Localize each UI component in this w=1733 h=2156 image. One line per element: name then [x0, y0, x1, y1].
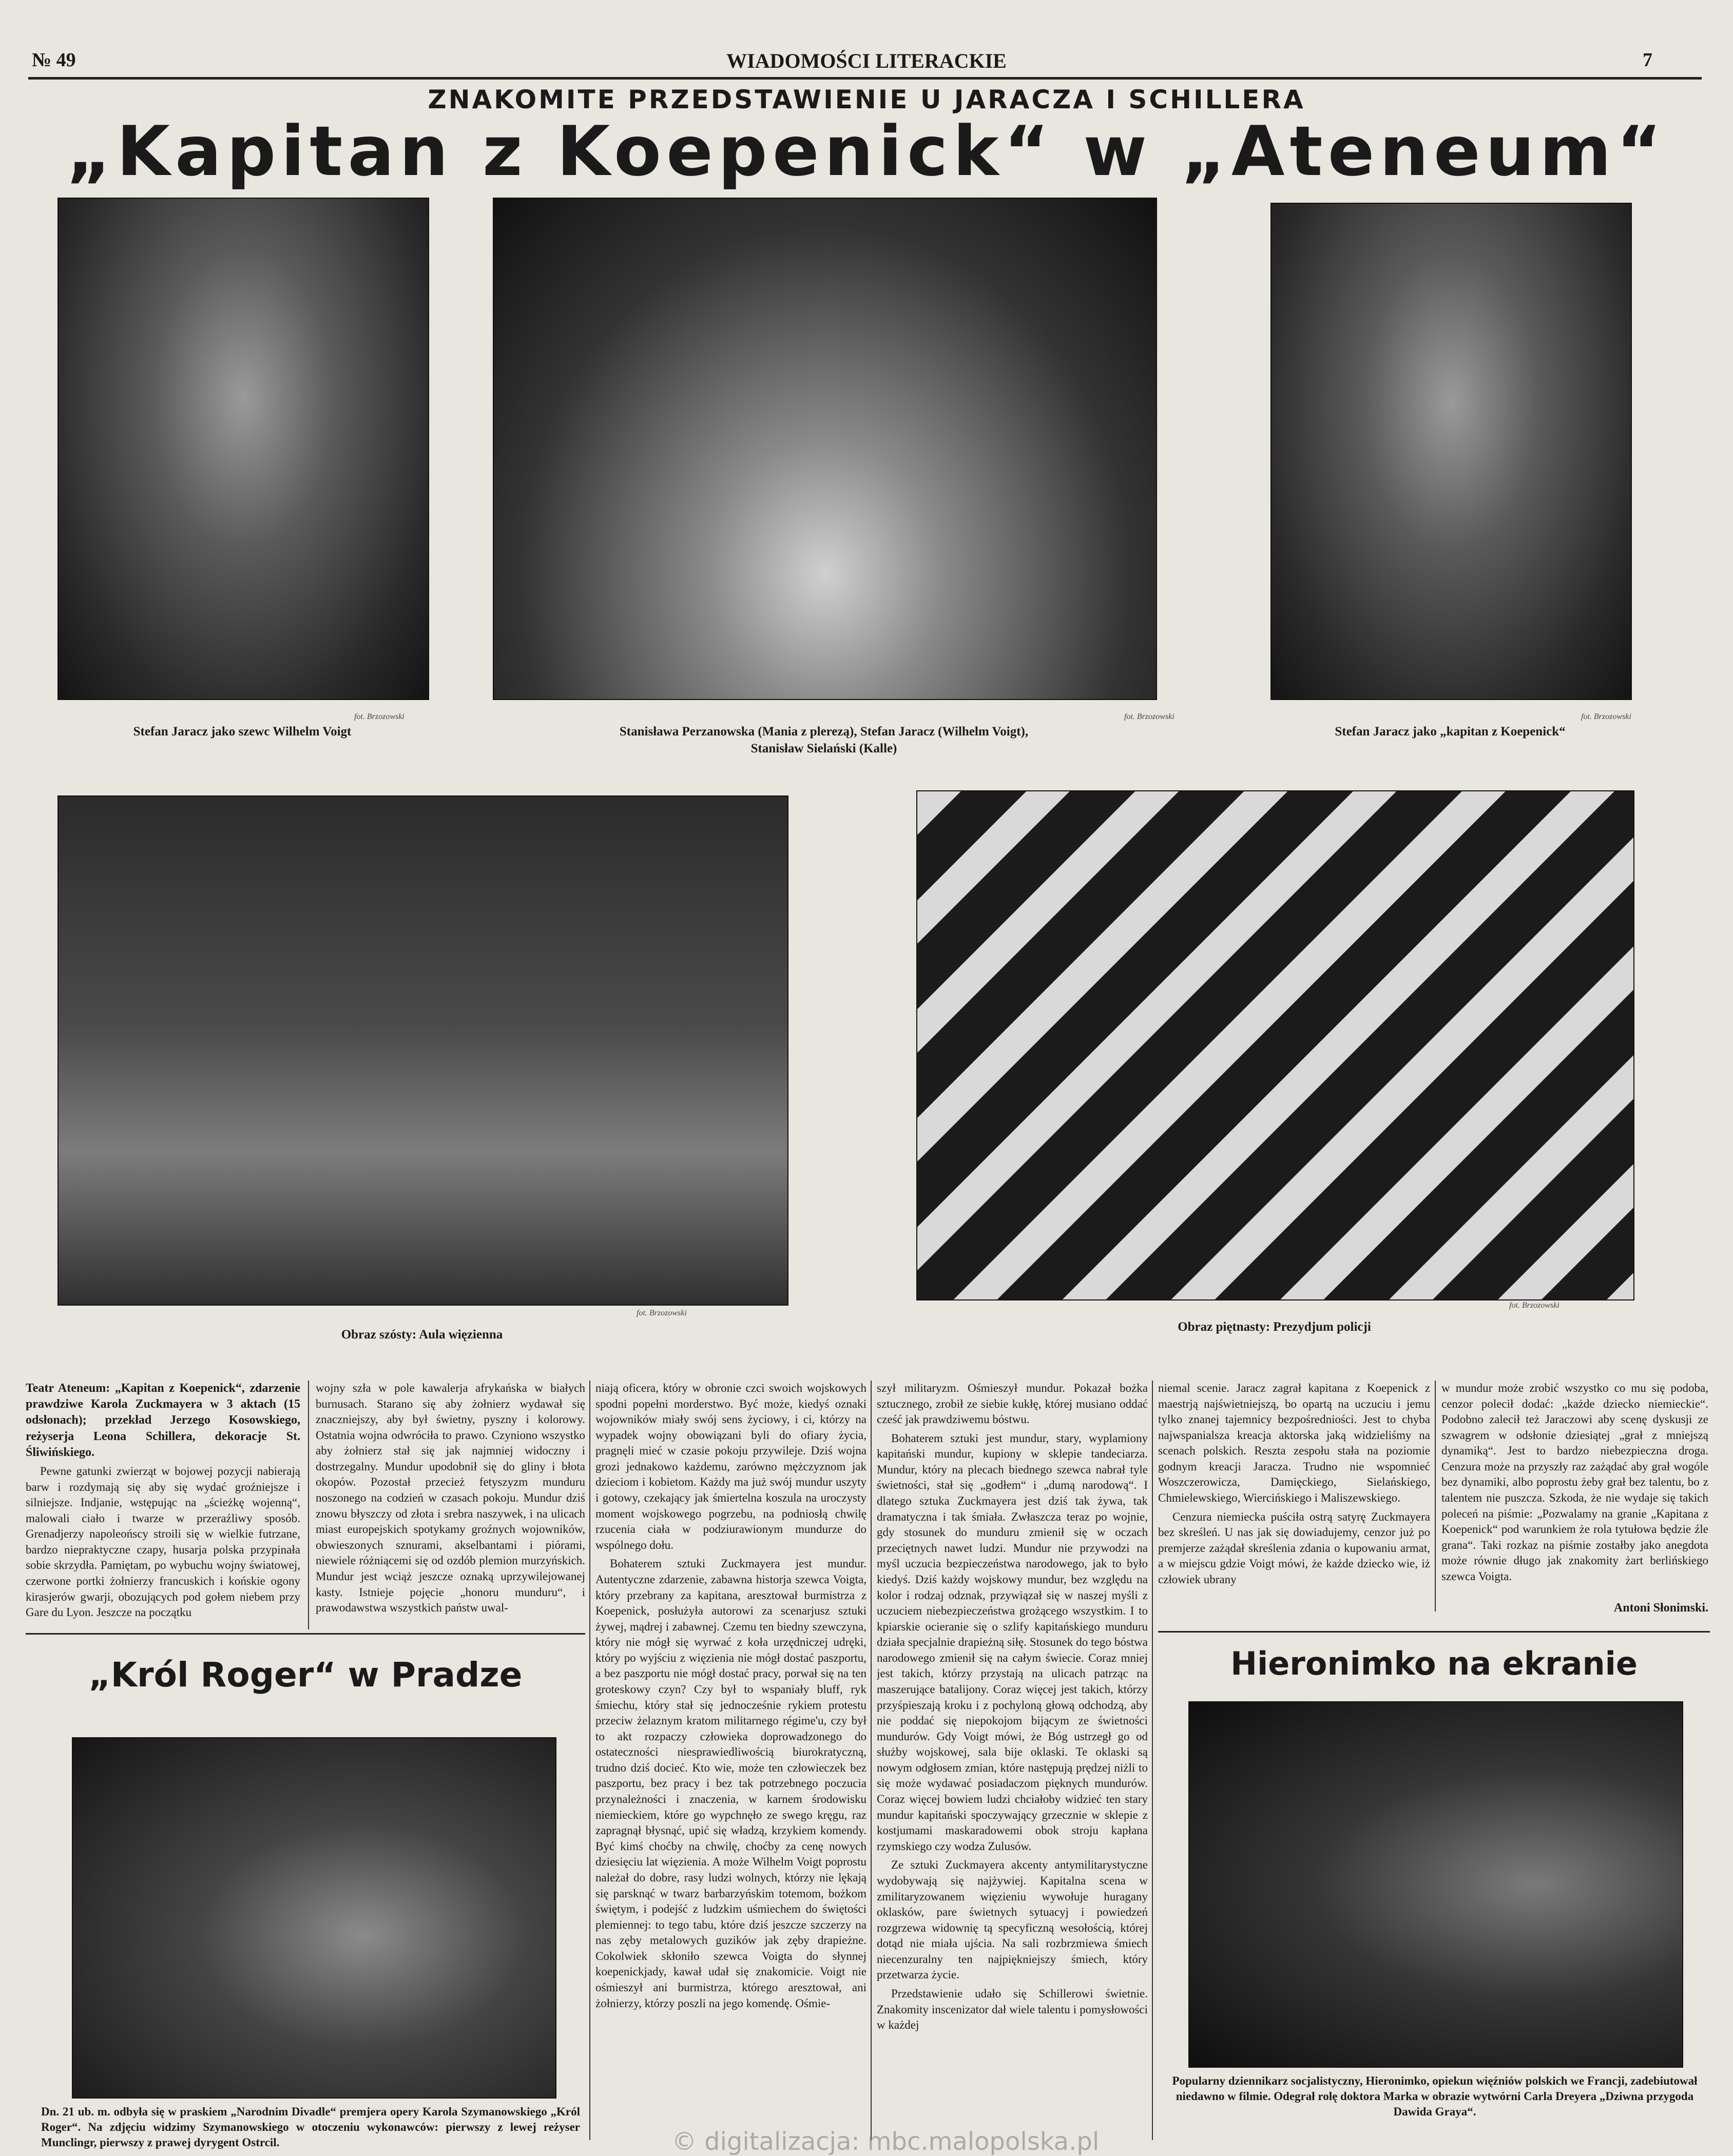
headline: „Kapitan z Koepenick“ w „Ateneum“ — [66, 111, 1667, 191]
caption-4: Obraz szósty: Aula więzienna — [341, 1328, 503, 1342]
digitization-watermark: © digitalizacja: mbc.malopolska.pl — [671, 2127, 1100, 2156]
article-paragraph: niemal scenie. Jaracz zagrał kapitana z Koepenick z maestrją najświetniejszą, bo opartą na uczuciu i jemu tylko znanej tajemnicy bezpośredniości. Jest to chyba najwspanialsza kreacja aktorska jaką widzieliśmy na scenach polskich. Reszta zespołu stała na poziomie godnym kreacji Jaracza. Trudno nie wspomnieć Woszczerowicza, Damięckiego, Sielańskiego, Chmielewskiego, Wiercińskiego i Maliszewskiego. — [1158, 1382, 1430, 1505]
credit-3: fot. Brzozowski — [1581, 712, 1631, 721]
photo-trio-cafe — [493, 198, 1157, 700]
masthead: WIADOMOŚCI LITERACKIE — [726, 49, 1007, 72]
credit-2: fot. Brzozowski — [1124, 712, 1174, 721]
column-divider — [1435, 1381, 1436, 1611]
credit-1: fot. Brzozowski — [354, 712, 405, 721]
article-column-2 — [316, 1381, 585, 1629]
article-column-3 — [595, 1381, 866, 2140]
photo-krol-roger — [72, 1737, 556, 2099]
article-column-4 — [877, 1381, 1148, 2140]
column-divider — [308, 1381, 309, 1629]
article-paragraph: Ze sztuki Zuckmayera akcenty antymilitarystyczne wydobywają się najżywiej. Kapitalna scena w zmilitaryzowanem więzieniu wywołuje huragany oklasków, pare świetnych sytuacyj i powiedzeń rozgrzewa widownię tą specyficzną wesołością, której dotąd nie miała ujścia. Na sali rozbrzmiewa śmiech niecenzuralny ten najpiękniejszy śmiech, który przetwarza życie. — [877, 1858, 1148, 1982]
article-paragraph: Przedstawienie udało się Schillerowi świetnie. Znakomity inscenizator dał wiele talentu i pomysłowości w każdej — [877, 1987, 1148, 2032]
article-column-6 — [1441, 1381, 1708, 1596]
column-divider — [871, 1381, 872, 2140]
caption-3: Stefan Jaracz jako „kapitan z Koepenick“ — [1335, 725, 1566, 739]
article-paragraph: wojny szła w pole kawalerja afrykańska w białych burnusach. Starano się aby żołnierz wydawał się znaczniejszy, aby był świetny, pyszny i kolorowy. Ostatnia wojna odwróciła to prawo. Czyniono wszystko aby żołnierz stał się jak najmniej widoczny i dostrzegalny. Mundur upodobnił się do gliny i błota okopów. Pozostał przecież fetyszyzm munduru noszonego na codzień w czasach pokoju. Mundur dziś znowu błyszczy od złota i srebra naszywek, i na ulicach miast europejskich spotykamy groźnych wojowników, obwieszonych sznurami, akselbantami i piórami, niewiele różniącemi się od ozdób plemion murzyńskich. Mundur jest wciąż jeszcze oznaką uprzywilejowanej kasty. Istnieje pojęcie „honoru munduru“, i prawodawstwa wszystkich państw uwal- — [316, 1382, 585, 1615]
article-column-5 — [1158, 1381, 1430, 1629]
krol-roger-caption: Dn. 21 ub. m. odbyła się w praskiem „Narodnim Divadle“ premjera opery Karola Szymanowskiego „Król Roger“. Na zdjęciu widzimy Szymanowskiego w otoczeniu wykonawców: pierwszy z lewej reżyser Munclingr, pierwszy z prawej dyrygent Ostrcil. — [41, 2105, 580, 2149]
caption-1: Stefan Jaracz jako szewc Wilhelm Voigt — [133, 725, 352, 739]
caption-2b: Stanisław Sielański (Kalle) — [750, 742, 897, 755]
issue-number: № 49 — [32, 49, 76, 71]
column-divider — [1152, 1381, 1153, 2140]
photo-jaracz-kapitan — [1270, 203, 1632, 700]
photo-aula-wiezienna — [57, 795, 788, 1306]
kicker: ZNAKOMITE PRZEDSTAWIENIE U JARACZA I SCHILLERA — [428, 85, 1305, 114]
article-paragraph: Bohaterem sztuki Zuckmayera jest mundur. Autentyczne zdarzenie, zabawna historja szewca Voigta, który przebrany za kapitana, aresztował burmistrza z Koepenick, posłużyła autorowi za scenarjusz sztuki żywej, mądrej i zabawnej. Czemu ten biedny szewczyna, który nie mógł się wyrwać z koła urzędniczej udręki, który po wyjściu z więzienia nie mógł dostać paszportu, a bez paszportu nie mógł dostać pracy, porwał się na ten groteskowy czyn? Czy był to wspaniały bluff, ryk śmiechu, który stał się jednocześnie rykiem protestu przeciw żelaznym kratom militarnego régime'u, czy był to akt rozpaczy człowieka doprowadzonego do ostateczności niesprawiedliwością biurokratyczną, trudno dziś docieć. Kto wie, może ten człowieczek bez paszportu, bez pracy i bez tak potrzebnego poczucia przynależności i znaczenia, w karnem środowisku niemieckiem, które go wypchnęło ze swego kręgu, raz zapragnął błysnąć, upić się władzą, krzykiem komendy. Być kimś choćby na chwilę, choćby za cenę nowych dziesięciu lat więzienia. A może Wilhelm Voigt poprostu należał do dobre, rasy ludzi wolnych, którzy nie lękają się parsknąć w twarz barbarzyńskim totemom, bożkom świętym, i podejść z ludzkim uśmiechem do świętości plemiennej: to tego tabu, które dziś jeszcze szczerzy na nas zęby metalowych guzików jak zęby drapieżne. Cokolwiek skłoniło szewca Voigta do słynnej koepenickjady, kawał udał się znakomicie. Voigt nie ośmieszył ani burmistrza, którego aresztował, ani żołnierzy, którzy poszli na jego komendę. Ośmie- — [595, 1557, 866, 2010]
caption-2a: Stanisława Perzanowska (Mania z plerezą), Stefan Jaracz (Wilhelm Voigt), — [619, 725, 1029, 739]
photo-hieronimko — [1188, 1701, 1683, 2068]
article-paragraph: w mundur może zrobić wszystko co mu się podoba, cenzor polecił dodać: „każde dziecko niemieckie“. Podobno zalecił też Jaraczowi aby scenę dyskusji ze szwagrem w odsłonie dziesiątej „grał z mniejszą dynamiką“. Jest to bardzo niebezpieczna droga. Cenzura może na przyszły raz zażądać aby grał wogóle bez dynamiki, albo poprostu żeby grał bez talentu, bo z talentem nie puszcza. Szkoda, że nie wydaje się takich poleceń na piśmie: „Pozwalamy na granie „Kapitana z Koepenick“ pod warunkiem że rola tytułowa będzie źle grana“. Taki rozkaz na piśmie zostałby jako anegdota może równie długo jak znakomity żart berlińskiego szewca Voigta. — [1441, 1382, 1708, 1583]
header-rule — [28, 77, 1702, 80]
section-rule — [26, 1633, 585, 1635]
article-paragraph: Pewne gatunki zwierząt w bojowej pozycji nabierają barw i rozdymają się aby się wydać groźniejsze i silniejsze. Indjanie, wstępując na „ścieżkę wojenną“, malowali ciało i twarze w przeraźliwy sposób. Grenadjerzy napoleońscy stroili się w wielkie futrzane, bardzo niepraktyczne czapy, husarja polska przypinała sobie skrzydła. Pamiętam, po wybuchu wojny światowej, czerwone portki żołnierzy francuskich i końskie ogony kirasjerów gwarji, obozujących pod gołem niebem przy Gare du Lyon. Jeszcze na początku — [26, 1464, 300, 1619]
credit-4: fot. Brzozowski — [637, 1309, 687, 1317]
caption-5: Obraz piętnasty: Prezydjum policji — [1178, 1320, 1371, 1334]
article-paragraph: Bohaterem sztuki jest mundur, stary, wyplamiony kapitański mundur, kupiony w sklepie tandeciarza. Mundur, który na plecach biednego szewca nabrał tyle świetności, stał się „godłem“ i „dumą narodową“. I dlatego sztuka Zuckmayera jest dziś tak żywa, tak dramatyczna i tak śmiała. Zwłaszcza teraz po wojnie, gdy stosunek do munduru zmienił się w oczach przeciętnych nawet ludzi. Mundur nie przywodzi na myśl uczucia bezpieczeństwa narodowego, jak to było kiedyś. Dziś każdy wojskowy mundur, bez względu na kolor i rodzaj odznak, przywiązał się w naszej myśli z uczuciem niebezpieczeństwa grożącego wszystkim. I to kpiarskie ocieranie się o szlify kapitańskiego munduru działa specjalnie drapieżną siłę. Stosunek do tego bóstwa narodowego zmienił się na całym świecie. Coraz mniej jest takich, którzy przystają na ulicach patrząc na maszerujące batalijony. Coraz więcej jest takich, którzy przyśpieszają kroku i z pochyloną głową odchodzą, aby nie poddać się niepokojom bijącym ze świetności mundurów. Gdy Voigt mówi, że Bóg ustrzegł go od służby wojskowej, sala bije oklaski. Te oklaski są nowym odgłosem zmian, które następują prędzej niżli to się może wydawać posiadaczom pięknych mundurów. Coraz więcej bowiem ludzi chciałoby widzieć ten stary mundur kapitański spoczywający grzecznie w sklepie z kostjumami maskaradowemi obok stroju kapłana rzymskiego czy wodza Zulusów. — [877, 1431, 1148, 1853]
credit-5: fot. Brzozowski — [1509, 1301, 1559, 1310]
article-signature: Antoni Słonimski. — [1613, 1601, 1708, 1615]
section-rule — [1158, 1631, 1710, 1633]
article-lead: Teatr Ateneum: „Kapitan z Koepenick“, zdarzenie prawdziwe Karola Zuckmayera w 3 aktach (15 odsłonach); przekład Jerzego Kosowskiego, reżyserja Leona Schillera, dekoracje St. Śliwińskiego. — [26, 1382, 300, 1459]
column-divider — [589, 1381, 590, 2140]
article-paragraph: szył militaryzm. Ośmieszył mundur. Pokazał bożka sztucznego, zrobił ze siebie kukłę, której musiano oddać cześć jak prawdziwemu bóstwu. — [877, 1382, 1148, 1426]
article-column-1 — [26, 1381, 300, 1629]
article-paragraph: Cenzura niemiecka puściła ostrą satyrę Zuckmayera bez skreśleń. U nas jak się dowiadujemy, cenzor już po premjerze zażądał skreślenia zdania o kupowaniu armat, a w miejscu gdzie Voigt mówi, że każde dziecko wie, iż człowiek ubrany — [1158, 1510, 1430, 1586]
photo-prezydjum-policji — [916, 790, 1634, 1300]
article-paragraph: niają oficera, który w obronie czci swoich wojskowych spodni popełni morderstwo. Być może, kiedyś oznaki wojowników miały swój sens życiowy, i ci, którzy na wypadek wojny obowiązani byli do ofiary życia, pragnęli mieć w czasie pokoju przywileje. Dziś wojna grozi jednakowo każdemu, zarówno mężczyznom jak dzieciom i kobietom. Każdy ma już swój mundur uszyty i gotowy, czekający jak śmiertelna koszula na uroczysty moment wojskowego pogrzebu, na podniosłą chwilę rzucenia ciała w podziurawionym mundurze do wspólnego dołu. — [595, 1382, 866, 1551]
hieronimko-caption: Popularny dziennikarz socjalistyczny, Hieronimko, opiekun więźniów polskich we Francji, zadebiutował niedawno w filmie. Odegrał rolę doktora Marka w obrazie wytwórni Carla Dreyera „Dziwna przygoda Dawida Graya“. — [1172, 2074, 1698, 2118]
page-number: 7 — [1643, 49, 1652, 71]
krol-roger-title: „Król Roger“ w Pradze — [88, 1655, 523, 1695]
photo-jaracz-voigt — [57, 198, 429, 700]
hieronimko-title: Hieronimko na ekranie — [1230, 1645, 1638, 1682]
